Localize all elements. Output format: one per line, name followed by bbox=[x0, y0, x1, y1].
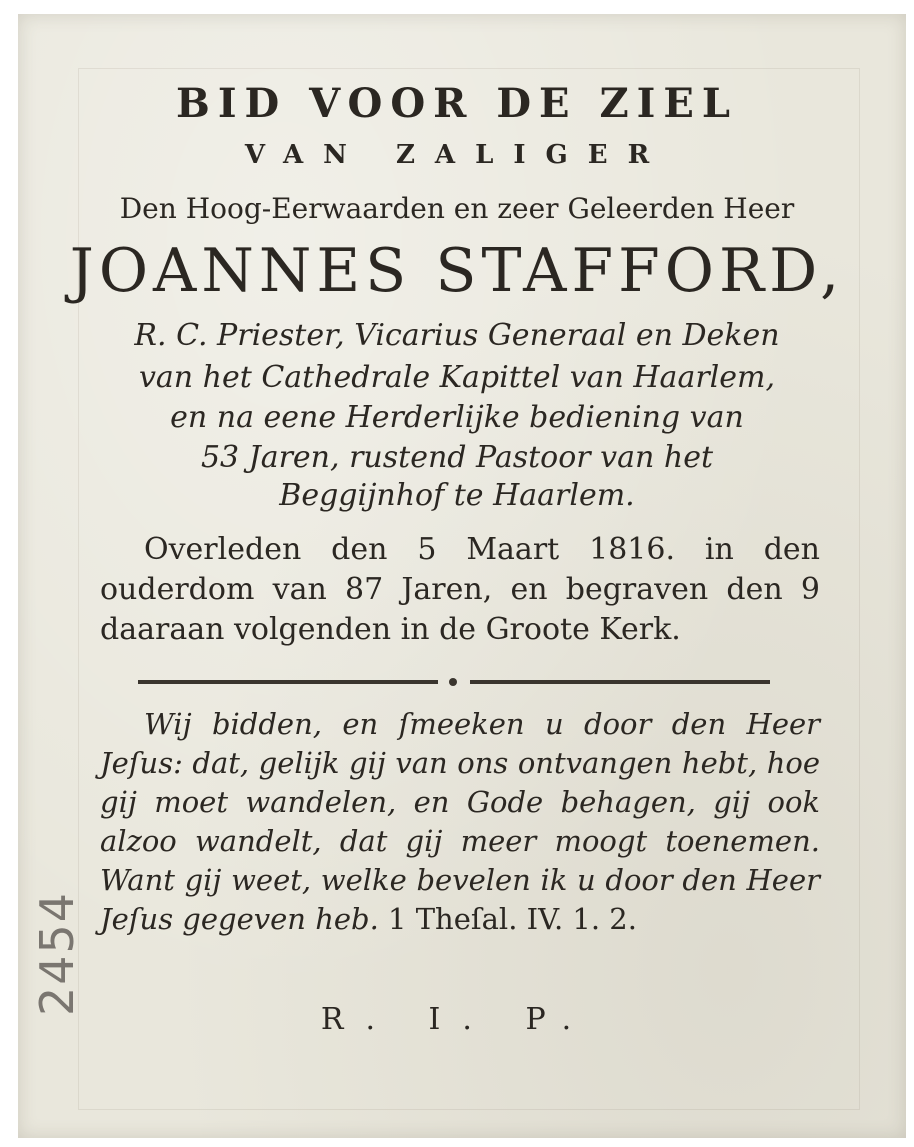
prayer-body: Wij bidden, en ſmeeken u door den Heer Jeſus: dat, gelijk gij van ons ontvangen hebt, hoe gij moet wandelen, en Gode behagen, gij ook alzoo wandelt, dat gij meer moogt toenemen. Want gij weet, welke bevelen ik u door den Heer Jeſus gegeven heb. bbox=[100, 707, 820, 936]
divider-dot bbox=[449, 678, 457, 686]
deceased-name: JOANNES STAFFORD, bbox=[69, 236, 845, 306]
heading-bid-voor-de-ziel: BID VOOR DE ZIEL bbox=[176, 80, 738, 127]
scripture-reference: 1 Theſal. IV. 1. 2. bbox=[388, 902, 637, 936]
title-line: Beggijnhof te Haarlem. bbox=[279, 478, 635, 513]
death-notice: Overleden den 5 Maart 1816. in den ouderdom van 87 Jaren, en begraven den 9 daaraan volgenden in de Groote Kerk. bbox=[100, 532, 820, 647]
divider-bar-left bbox=[138, 680, 438, 684]
heading-van-zaliger: VAN ZALIGER bbox=[244, 140, 670, 170]
archive-pencil-mark: 2454 bbox=[30, 890, 84, 1016]
divider-bar-right bbox=[470, 680, 770, 684]
title-line: en na eene Herderlijke bediening van bbox=[170, 400, 744, 435]
closing-rip: R. I. P. bbox=[320, 1002, 594, 1037]
title-line: R. C. Priester, Vicarius Generaal en Deken bbox=[134, 318, 780, 353]
title-line: van het Cathedrale Kapittel van Haarlem, bbox=[138, 360, 776, 395]
heading-honorific: Den Hoog-Eerwaarden en zeer Geleerden Heer bbox=[119, 192, 795, 225]
prayer-text bbox=[100, 705, 820, 939]
ornamental-divider bbox=[138, 678, 770, 686]
title-line: 53 Jaren, rustend Pastoor van het bbox=[200, 440, 714, 475]
